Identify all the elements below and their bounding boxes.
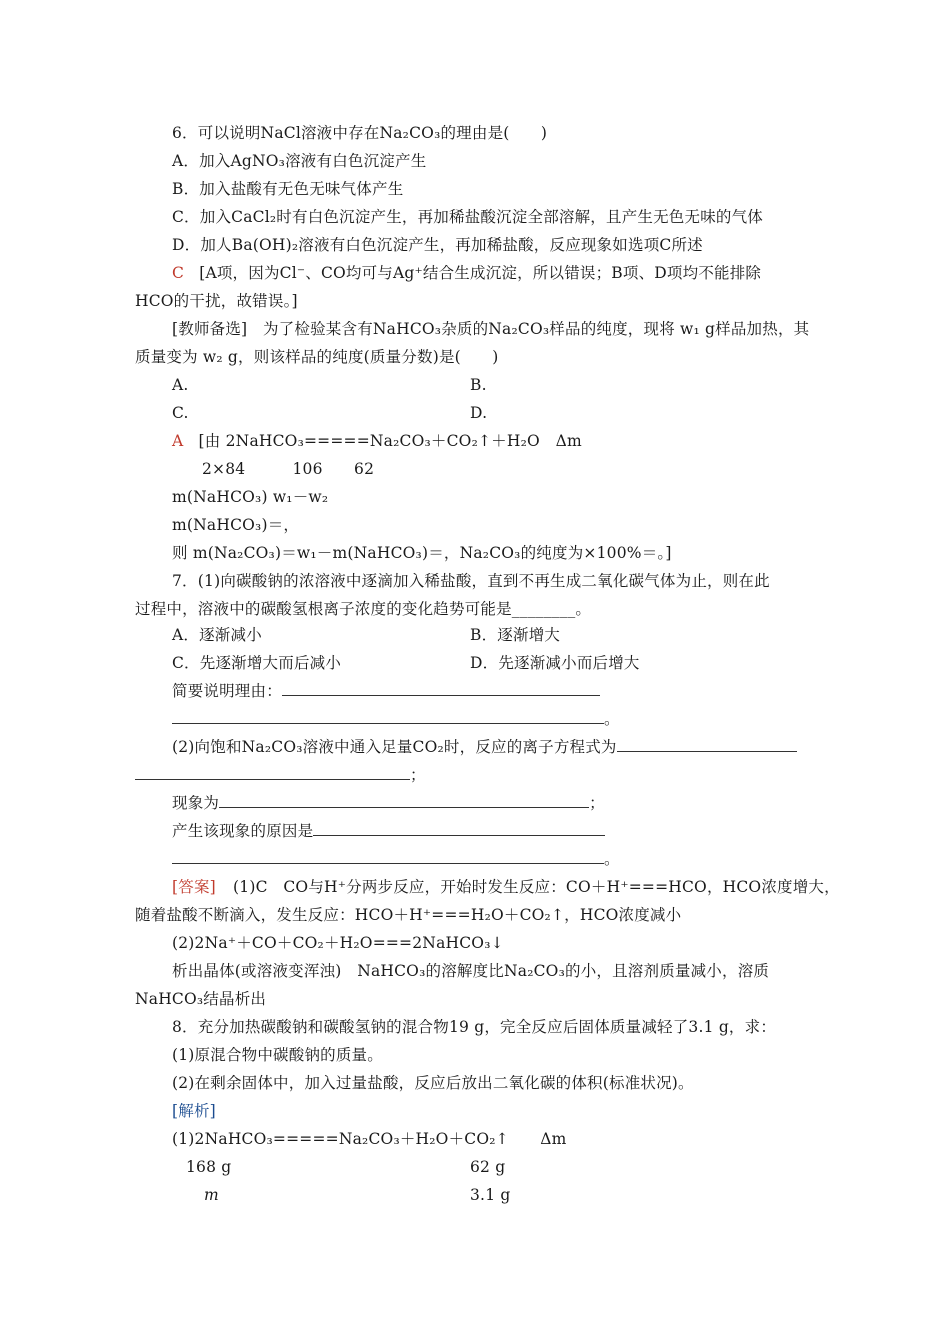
q7-equation-blank[interactable] — [617, 737, 797, 752]
q7-phenomenon-label: 现象为 — [172, 794, 220, 812]
extra-option-b: B. — [470, 376, 487, 394]
q7-answer-tag: [答案] — [172, 878, 216, 896]
extra-option-d: D. — [470, 404, 488, 422]
q6-option-a: A．加入AgNO₃溶液有白色沉淀产生 — [172, 152, 427, 170]
q7-part2-text: (2)向饱和Na₂CO₃溶液中通入足量CO₂时，反应的离子方程式为 — [172, 738, 617, 756]
extra-solution-line4: m(NaHCO₃)＝， — [172, 516, 300, 534]
q7-phenomenon-blank[interactable] — [219, 793, 589, 808]
q7-answer-line1: (1)C CO与H⁺分两步反应，开始时发生反应：CO＋H⁺===HCO，HCO浓度增大， — [233, 878, 840, 896]
q8-stem-line3: (2)在剩余固体中，加入过量盐酸，反应后放出二氧化碳的体积(标准状况)。 — [172, 1074, 694, 1092]
q7-cause-blank2[interactable] — [172, 849, 604, 864]
extra-solution-line1: [由 2NaHCO₃=====Na₂CO₃＋CO₂↑＋H₂O Δm — [198, 432, 582, 450]
extra-option-a: A. — [172, 376, 189, 394]
q8-stem-line2: (1)原混合物中碳酸钠的质量。 — [172, 1046, 383, 1064]
q7-cause-blank[interactable] — [313, 821, 605, 836]
q8-analysis-tag: [解析] — [172, 1102, 216, 1120]
q8-row2-right: 3.1 g — [470, 1186, 511, 1204]
q7-option-a: A．逐渐减小 — [172, 626, 262, 644]
q7-answer-line2: 随着盐酸不断滴入，发生反应：HCO＋H⁺===H₂O＋CO₂↑，HCO浓度减小 — [135, 906, 682, 924]
q7-option-b: B．逐渐增大 — [470, 626, 561, 644]
extra-answer — [172, 431, 582, 451]
extra-answer-letter: A — [172, 432, 184, 450]
q6-answer — [172, 263, 761, 283]
q7-reason-period: 。 — [604, 710, 620, 728]
q7-part2-semicolon: ； — [410, 766, 426, 784]
q6-stem: 6．可以说明NaCl溶液中存在Na₂CO₃的理由是( ) — [172, 124, 548, 142]
q6-explanation-line1: [A项，因为Cl⁻、CO均可与Ag⁺结合生成沉淀，所以错误；B项、D项均不能排除 — [199, 264, 762, 282]
q7-cause-row2 — [172, 849, 620, 869]
extra-solution-line3: m(NaHCO₃) w₁－w₂ — [172, 488, 329, 506]
q7-reason-blank[interactable] — [282, 681, 600, 696]
extra-stem-line1: [教师备选] 为了检验某含有NaHCO₃杂质的Na₂CO₃样品的纯度，现将 w₁ g样品加热，其 — [172, 320, 810, 338]
q7-answer-row — [172, 877, 840, 897]
extra-stem-line2: 质量变为 w₂ g，则该样品的纯度(质量分数)是( ) — [135, 348, 499, 366]
q6-option-d: D．加人Ba(OH)₂溶液有白色沉淀产生，再加稀盐酸，反应现象如选项C所述 — [172, 236, 703, 254]
q7-cause-label: 产生该现象的原因是 — [172, 822, 314, 840]
q7-answer-line5: NaHCO₃结晶析出 — [135, 990, 267, 1008]
q8-row1-right: 62 g — [470, 1158, 506, 1176]
q6-option-b: B．加入盐酸有无色无味气体产生 — [172, 180, 404, 198]
q7-part2-row — [172, 737, 797, 757]
q7-stem-line2: 过程中，溶液中的碳酸氢根离子浓度的变化趋势可能是________。 — [135, 600, 592, 618]
q7-equation-blank2[interactable] — [135, 765, 410, 780]
q7-phenomenon-row — [172, 793, 605, 813]
q8-stem-line1: 8．充分加热碳酸钠和碳酸氢钠的混合物19 g，完全反应后固体质量减轻了3.1 g，求： — [172, 1018, 777, 1036]
q7-answer-line3: (2)2Na⁺＋CO＋CO₂＋H₂O===2NaHCO₃↓ — [172, 934, 504, 952]
q7-option-d: D．先逐渐减小而后增大 — [470, 654, 640, 672]
q7-option-c: C．先逐渐增大而后减小 — [172, 654, 342, 672]
q6-option-c: C．加入CaCl₂时有白色沉淀产生，再加稀盐酸沉淀全部溶解，且产生无色无味的气体 — [172, 208, 763, 226]
q7-reason-label: 简要说明理由： — [172, 682, 282, 700]
q7-phenomenon-semicolon: ； — [589, 794, 605, 812]
q7-answer-line4: 析出晶体(或溶液变浑浊) NaHCO₃的溶解度比Na₂CO₃的小，且溶剂质量减小，溶质 — [172, 962, 770, 980]
q7-reason-blank2[interactable] — [172, 709, 604, 724]
q7-part2-row2 — [135, 765, 426, 785]
extra-solution-line2: 2×84 106 62 — [202, 460, 375, 478]
q7-cause-period: 。 — [604, 850, 620, 868]
q8-row2-left: m — [204, 1186, 219, 1204]
q8-equation: (1)2NaHCO₃=====Na₂CO₃＋H₂O＋CO₂↑ Δm — [172, 1130, 567, 1148]
q6-explanation-line2: HCO的干扰，故错误。] — [135, 292, 298, 310]
extra-solution-line5: 则 m(Na₂CO₃)＝w₁－m(NaHCO₃)＝，Na₂CO₃的纯度为×100%＝。] — [172, 544, 672, 562]
q6-answer-letter: C — [172, 264, 185, 282]
extra-option-c: C. — [172, 404, 189, 422]
q7-cause-row — [172, 821, 605, 841]
q8-row1-left: 168 g — [186, 1158, 232, 1176]
q7-reason-row — [172, 681, 600, 701]
q7-reason-row2 — [172, 709, 620, 729]
q7-stem-line1: 7．(1)向碳酸钠的浓溶液中逐滴加入稀盐酸，直到不再生成二氧化碳气体为止，则在此 — [172, 572, 770, 590]
